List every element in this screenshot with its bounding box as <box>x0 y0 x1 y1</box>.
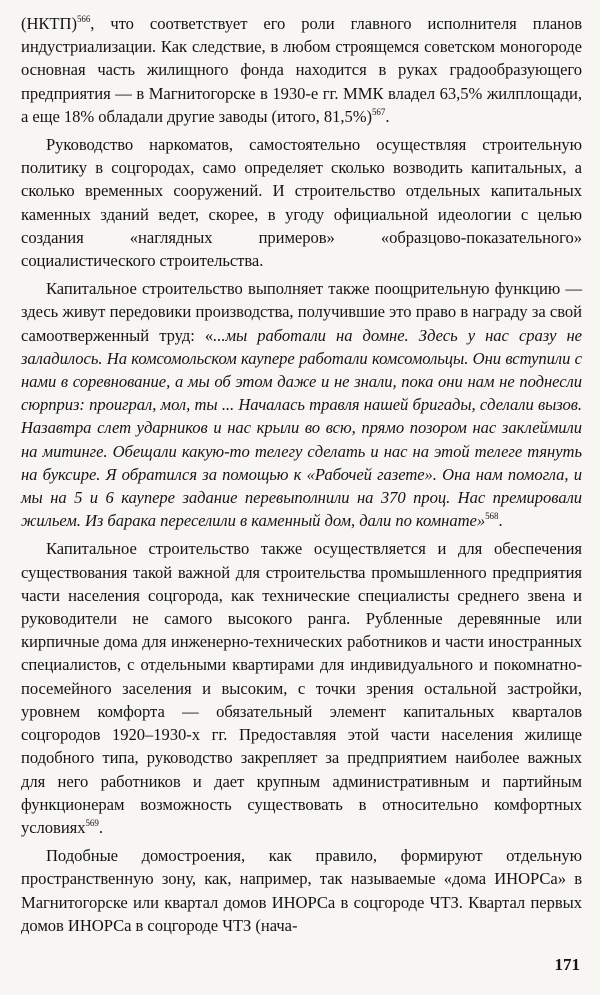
paragraph-text: . <box>385 106 390 126</box>
paragraph-5 <box>21 844 582 937</box>
paragraph-text: Капитальное строительство выполняет также поощрительную функцию — здесь живут передовики производства, получившие это право в награду за свой самоотверженный труд: « <box>21 279 582 345</box>
paragraph-text: . <box>498 511 503 531</box>
paragraph-text: Подобные домостроения, как правило, формируют отдельную пространственную зону, как, например, так называемые «дома ИНОРСа» в Магнитогорске или квартал домов ИНОРСа в соцгороде ЧТЗ. Квартал первых домов ИНОРСа в соцгороде ЧТЗ (нача- <box>21 846 582 935</box>
paragraph-2 <box>21 133 582 272</box>
page-number: 171 <box>554 955 580 974</box>
paragraph-text: Руководство наркоматов, самостоятельно осуществляя строительную политику в соцгородах, само определяет сколько возводить капитальных, а сколько временных сооружений. И строительство отдельных капитальных каменных зданий ведет, скорее, в угоду официальной идеологии с целью создания «наглядных примеров» «образцово-показательного» социалистического строительства. <box>21 135 582 271</box>
paragraph-text: , что соответствует его роли главного исполнителя планов индустриализации. Как следствие, в любом строящемся советском моногороде основная часть жилищного фонда находится в руках градообразующего предприятия — в Магнитогорске в 1930-е гг. ММК владел 63,5% жилплощади, а еще 18% обладали другие заводы (итого, 81,5%) <box>21 14 582 126</box>
quote-text: ...мы работали на домне. Здесь у нас сразу не заладилось. На комсомольском каупере работали комсомольцы. Они вступили с нами в соревнование, а мы об этом даже и не знали, пока они нам не поднесли сюрприз: проиграл, мол, ты ... Началась травля нашей бригады, сделали вызов. Назавтра слет ударников и нас крыли во всю, прямо позором нас заклеймили на митинге. Обещали какую-то телегу сделать и нас на этой телеге тянуть на буксире. Я обратился за помощью к «Рабочей газете». Она нам помогла, и мы на 5 и 6 каупере задание перевыполнили на 370 проц. Нас премировали жильем. Из барака переселили в каменный дом, дали по комнате» <box>21 325 582 531</box>
footnote-ref: 568 <box>485 511 499 522</box>
paragraph-text: . <box>98 817 103 837</box>
paragraph-1 <box>21 12 582 128</box>
paragraph-text: Капитальное строительство также осуществляется и для обеспечения существования такой важной для строительства промышленного предприятия части населения соцгорода, как технические специалисты среднего звена и руководители не самого высокого ранга. Рубленные деревянные или кирпичные дома для инженерно-технических работников и части иностранных специалистов, с отдельными квартирами для индивидуального и покомнатно-посемейного заселения и высоким, с точки зрения остальной застройки, уровнем комфорта — обязательный элемент капитальных кварталов соцгородов 1920–1930-х гг. Предоставляя этой части населения жилище подобного типа, руководство закрепляет за предприятием наиболее важных для него работников и дает крупным административным и партийным функционерам возможность существовать в относительно комфортных условиях <box>21 539 582 837</box>
paragraph-3 <box>21 277 582 532</box>
paragraph-4 <box>21 537 582 839</box>
footnote-ref: 567 <box>371 106 386 117</box>
paragraph-text: (НКТП) <box>21 14 77 33</box>
text-body <box>21 12 582 937</box>
footnote-ref: 566 <box>76 14 91 24</box>
footnote-ref: 569 <box>85 817 99 828</box>
